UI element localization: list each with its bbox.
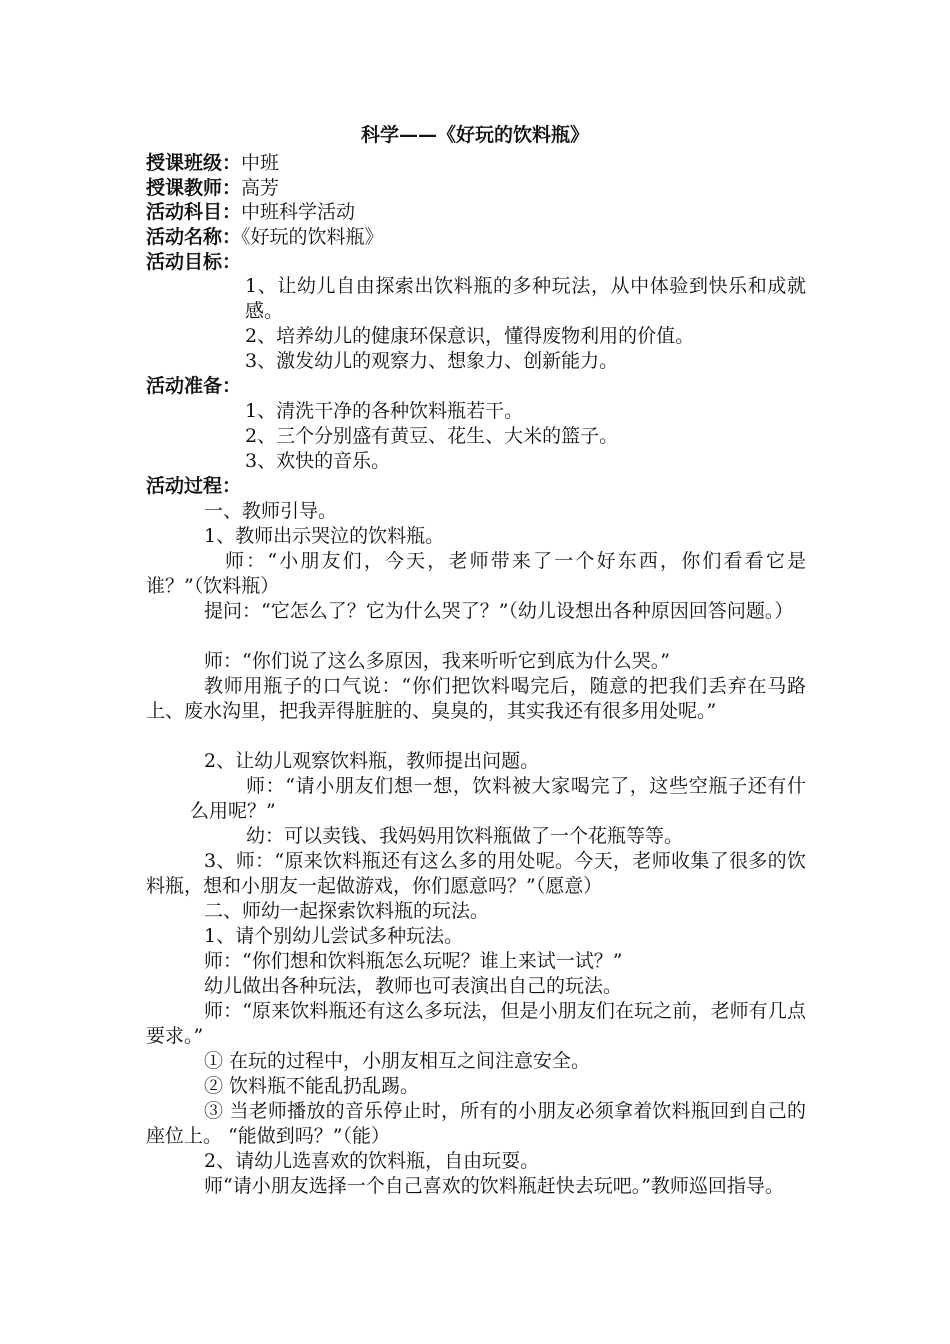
class-label: 授课班级： <box>146 152 242 174</box>
prep-item: 3、欢快的音乐。 <box>245 450 391 472</box>
goal-item: 3、激发幼儿的观察力、想象力、创新能力。 <box>245 350 619 372</box>
class-value: 中班 <box>241 152 280 174</box>
info-activity-name <box>146 225 384 249</box>
process-heading: 活动过程： <box>146 475 242 497</box>
info-teacher <box>146 176 279 200</box>
process-paragraph: 3、师：“原来饮料瓶还有这么多的用处呢。今天，老师收集了很多的饮料瓶，想和小朋友一起做游戏，你们愿意吗？”（愿意） <box>146 850 806 897</box>
process-paragraph: 师：“你们想和饮料瓶怎么玩呢？谁上来试一试？” <box>204 950 623 972</box>
process-paragraph: 提问：“它怎么了？它为什么哭了？”（幼儿设想出各种原因回答问题。） <box>204 600 794 622</box>
process-paragraph: 幼：可以卖钱、我妈妈用饮料瓶做了一个花瓶等等。 <box>246 825 684 847</box>
info-subject <box>146 200 355 224</box>
process-paragraph: 幼儿做出各种玩法，教师也可表演出自己的玩法。 <box>204 975 623 997</box>
goal-item: 1、让幼儿自由探索出饮料瓶的多种玩法，从中体验到快乐和成就感。 <box>245 275 806 322</box>
process-paragraph: 师：“原来饮料瓶还有这么多玩法，但是小朋友们在玩之前，老师有几点要求。” <box>146 1000 806 1047</box>
process-paragraph: 二、师幼一起探索饮料瓶的玩法。 <box>204 900 490 922</box>
document-title: 科学——《好玩的饮料瓶》 <box>360 124 589 146</box>
activity-name-label: 活动名称： <box>146 226 242 248</box>
process-paragraph: 2、让幼儿观察饮料瓶，教师提出问题。 <box>204 750 540 772</box>
process-paragraph: ② 饮料瓶不能乱扔乱踢。 <box>204 1075 420 1097</box>
process-paragraph: 师“请小朋友选择一个自己喜欢的饮料瓶赶快去玩吧。”教师巡回指导。 <box>204 1175 784 1197</box>
teacher-label: 授课教师： <box>146 177 242 199</box>
process-paragraph: 教师用瓶子的口气说：“你们把饮料喝完后，随意的把我们丢弃在马路上、废水沟里，把我弄得脏脏的、臭臭的，其实我还有很多用处呢。” <box>146 675 806 722</box>
info-class <box>146 151 279 175</box>
process-paragraph: ③ 当老师播放的音乐停止时，所有的小朋友必须拿着饮料瓶回到自己的座位上。 “能做到吗？”（能） <box>146 1100 806 1147</box>
prep-item: 2、三个分别盛有黄豆、花生、大米的篮子。 <box>245 425 619 447</box>
process-paragraph: 师：“小朋友们，今天，老师带来了一个好东西，你们看看它是谁？”（饮料瓶） <box>146 550 806 597</box>
process-paragraph: 1、教师出示哭泣的饮料瓶。 <box>204 525 445 547</box>
goal-item: 2、培养幼儿的健康环保意识，懂得废物利用的价值。 <box>245 325 695 347</box>
teacher-value: 高芳 <box>241 177 280 199</box>
process-paragraph: 2、请幼儿选喜欢的饮料瓶，自由玩耍。 <box>204 1150 540 1172</box>
goals-heading: 活动目标： <box>146 251 242 273</box>
prep-item: 1、清洗干净的各种饮料瓶若干。 <box>245 400 524 422</box>
prep-heading: 活动准备： <box>146 375 242 397</box>
process-paragraph: ① 在玩的过程中，小朋友相互之间注意安全。 <box>204 1050 591 1072</box>
subject-value: 中班科学活动 <box>241 201 356 223</box>
process-paragraph: 1、请个别幼儿尝试多种玩法。 <box>204 925 464 947</box>
process-paragraph: 一、教师引导。 <box>204 500 338 522</box>
subject-label: 活动科目： <box>146 201 242 223</box>
process-paragraph: 师：“请小朋友们想一想，饮料被大家喝完了，这些空瓶子还有什么用呢？” <box>190 775 806 822</box>
activity-name-value: 《好玩的饮料瓶》 <box>241 226 384 248</box>
process-paragraph: 师：“你们说了这么多原因，我来听听它到底为什么哭。” <box>204 650 670 672</box>
